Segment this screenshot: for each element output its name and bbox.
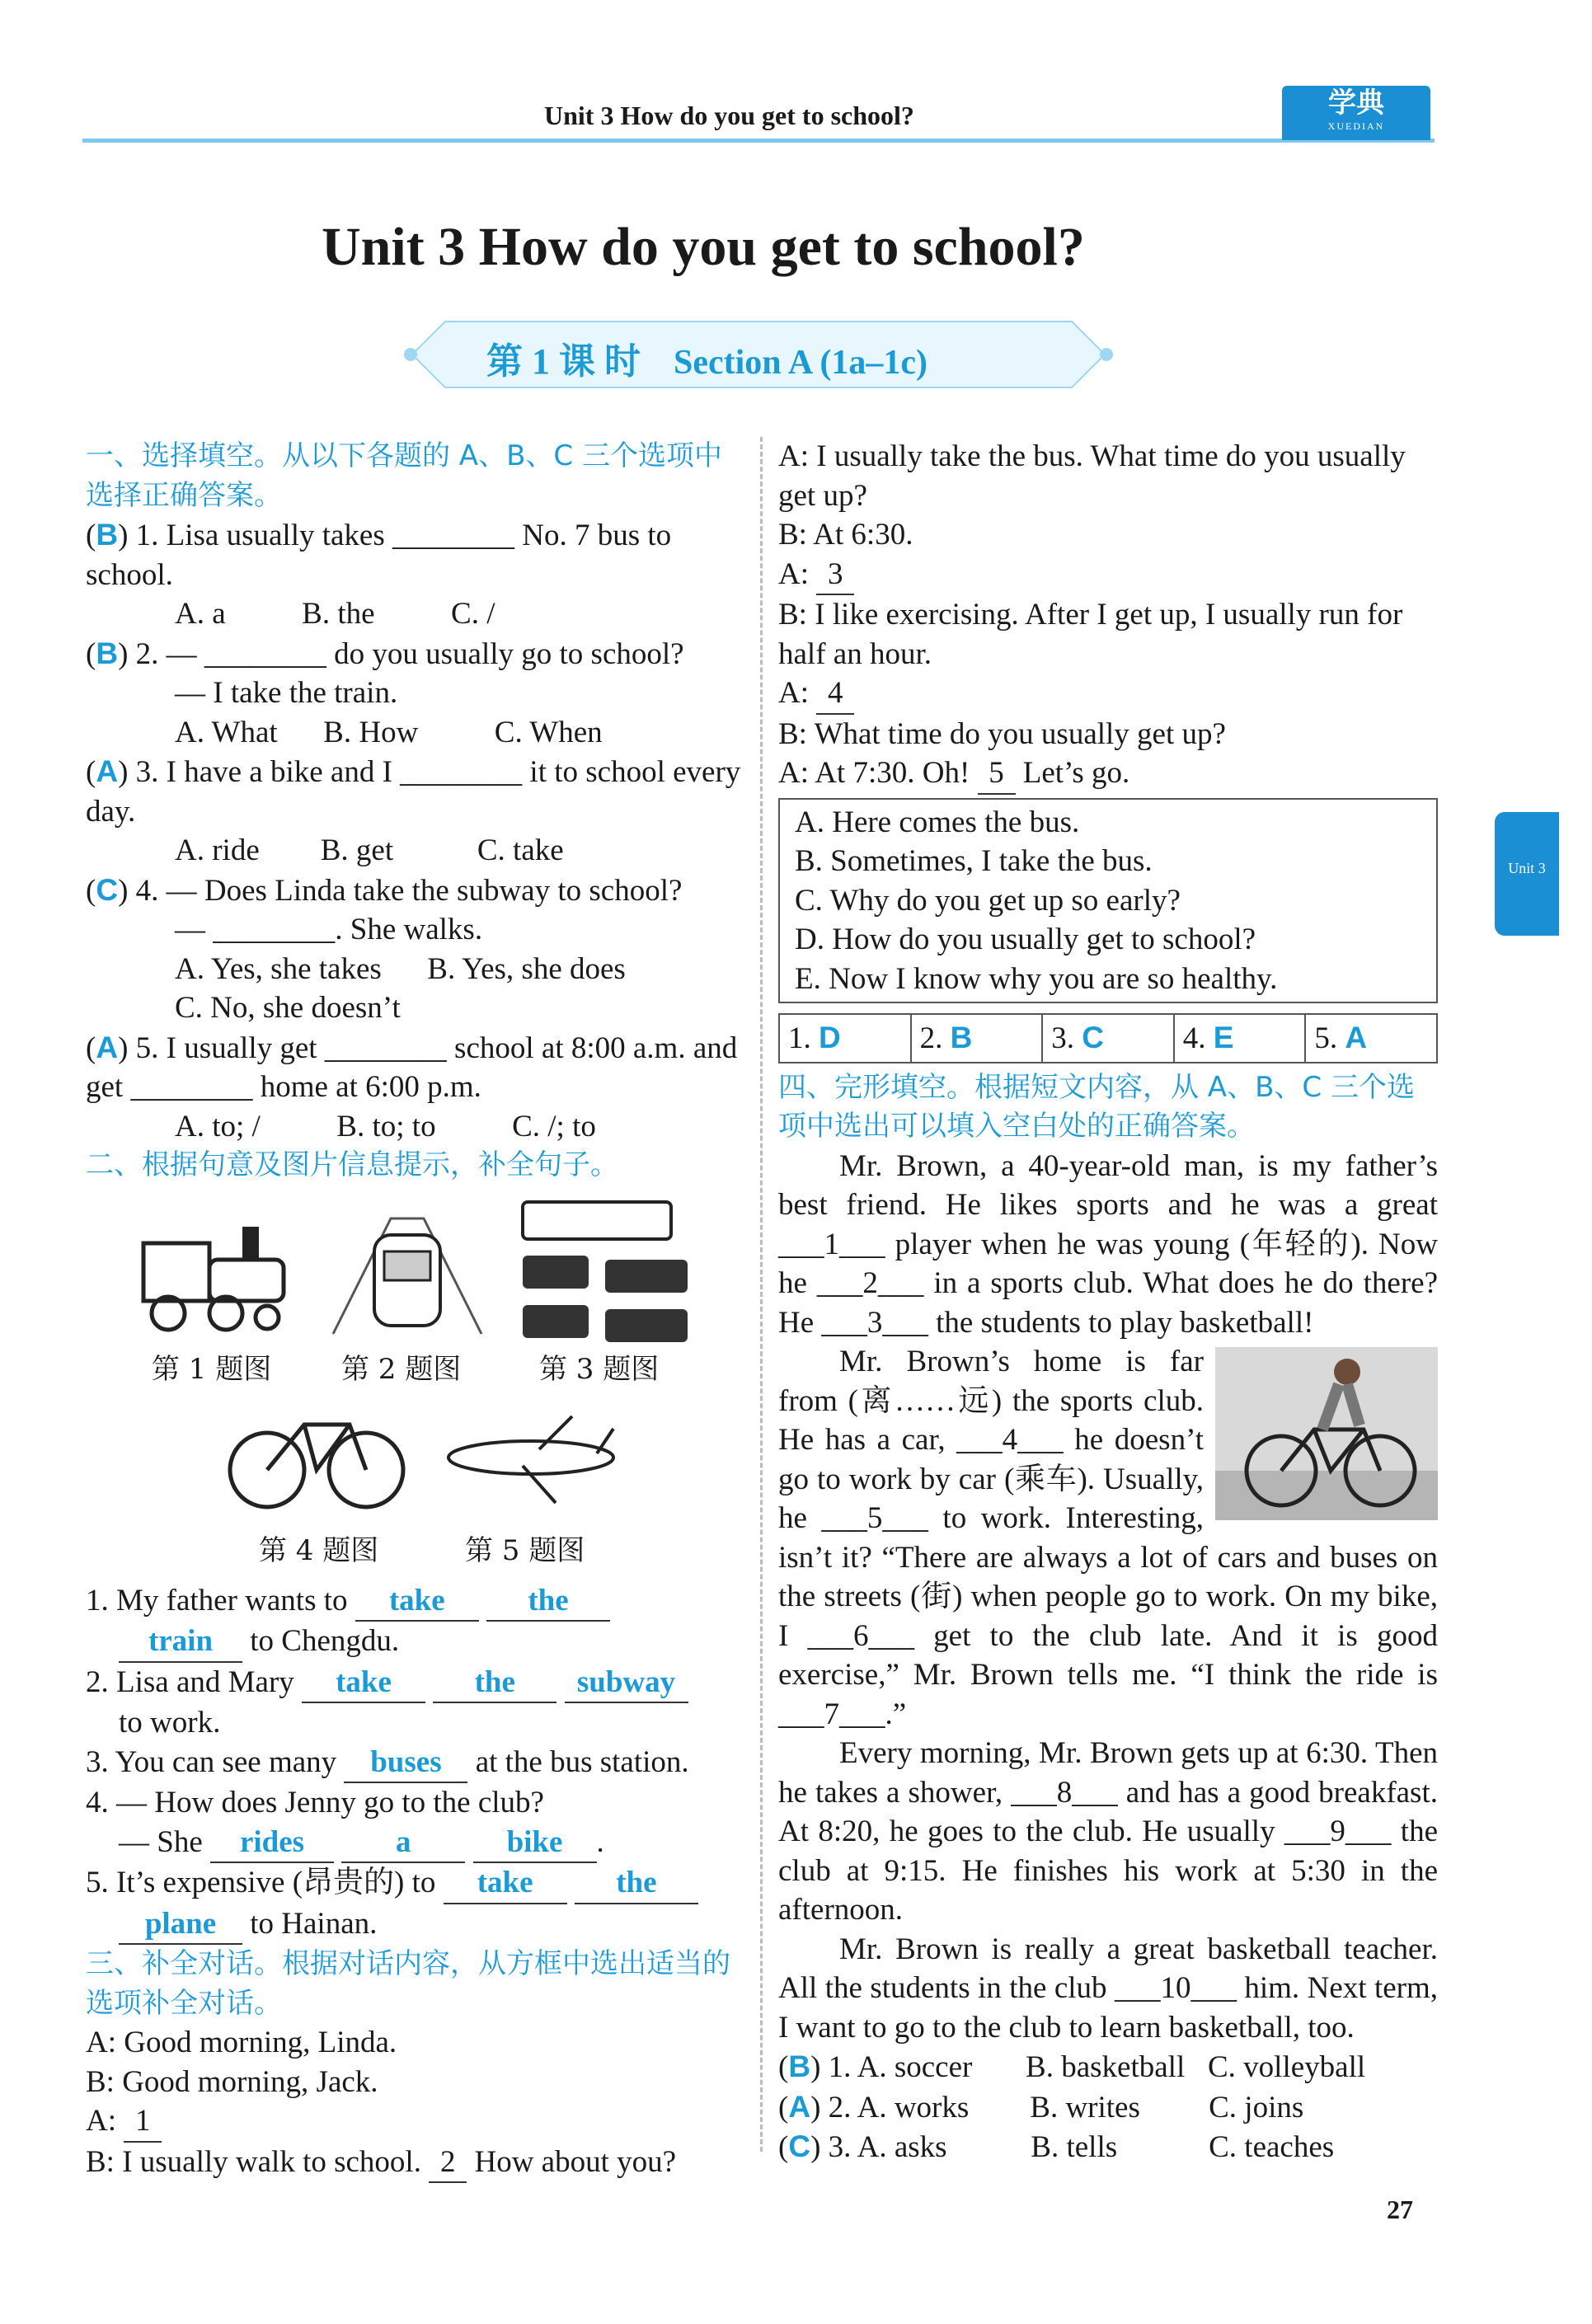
answer-blank: take: [302, 1663, 425, 1704]
question-text: 2. A. works B. writes C. joins: [828, 2090, 1304, 2124]
sentence-text: to work.: [119, 1706, 221, 1739]
sentence-text: 5. It’s expensive (昂贵的) to: [86, 1866, 436, 1899]
answer-blank: the: [575, 1863, 698, 1904]
answer: D: [819, 1021, 841, 1054]
blank-number: 5: [978, 754, 1016, 795]
cloze-question-1: (B) 1. A. soccer B. basketball C. volleyball: [778, 2049, 1366, 2084]
answer: A: [96, 1030, 119, 1064]
options: A. What B. How C. When: [175, 715, 603, 749]
options: A. a B. the C. /: [175, 597, 495, 631]
buses-icon: [514, 1194, 696, 1350]
question-text: 3. A. asks B. tells C. teaches: [828, 2130, 1335, 2164]
answer-blank: buses: [344, 1743, 467, 1784]
dialogue-line: [86, 2143, 745, 2184]
answer-blank: take: [444, 1863, 567, 1904]
sentence-4: [86, 1783, 745, 1863]
caption-5: 第 5 题图: [465, 1533, 585, 1567]
dialogue-line: [86, 2101, 745, 2143]
option-item: A. Here comes the bus.: [795, 805, 1080, 839]
answer-number: 5.: [1314, 1021, 1338, 1055]
answer: A: [788, 2089, 811, 2124]
question-3: (A) 3. I have a bike and I ________ it to school every day. A. ride B. get C. take: [86, 752, 745, 871]
sentence-3: [86, 1743, 745, 1784]
question-text: 5. I usually get ________ school at 8:00 a.m. and get ________ home at 6:00 p.m.: [86, 1031, 738, 1104]
option-item: E. Now I know why you are so healthy.: [795, 961, 1278, 996]
plane-icon: [440, 1408, 622, 1507]
sentence-1: [86, 1581, 745, 1663]
logo-en: XUEDIAN: [1327, 120, 1385, 132]
question-text: 3. I have a bike and I ________ it to school every day.: [86, 755, 741, 829]
answer-blank: the: [486, 1581, 610, 1622]
options: A. Yes, she takes B. Yes, she does: [175, 951, 626, 986]
dialogue-text: How about you?: [474, 2144, 677, 2179]
sentence-text: to Chengdu.: [250, 1624, 400, 1658]
logo-cn: 学典: [1328, 87, 1384, 120]
answer-grid: [778, 1013, 1438, 1063]
answer-cell: [1043, 1015, 1175, 1062]
answer-blank: rides: [210, 1823, 334, 1864]
speaker: A:: [778, 676, 809, 710]
dialogue-line: B: Good morning, Jack.: [86, 2064, 378, 2099]
sentence-text: to Hainan.: [250, 1906, 378, 1941]
header-rule: [82, 139, 1435, 143]
blank-number: 4: [816, 674, 854, 715]
answer: E: [1213, 1021, 1234, 1054]
lesson-label: 第 1 课 时: [486, 341, 641, 382]
answer: B: [950, 1021, 973, 1054]
train-icon: [127, 1194, 300, 1342]
answer-cell: [912, 1015, 1044, 1062]
answer-cell: [780, 1015, 912, 1062]
cyclist-photo: [1215, 1347, 1438, 1520]
part4-heading: 四、完形填空。根据短文内容，从 A、B、C 三个选项中选出可以填入空白处的正确答案。: [778, 1070, 1415, 1143]
dialogue-line: A: I usually take the bus. What time do you usually get up?: [778, 439, 1406, 513]
answer: C: [1082, 1021, 1104, 1054]
answer-blank: plane: [119, 1904, 242, 1946]
section-label: Section A (1a–1c): [674, 344, 927, 382]
sentence-text: 1. My father wants to: [86, 1583, 348, 1617]
answer: A: [1345, 1021, 1368, 1054]
page-title: Unit 3 How do you get to school?: [322, 217, 1085, 277]
dialogue-line: B: I like exercising. After I get up, I usually run for half an hour.: [778, 598, 1403, 671]
answer-cell: [1175, 1015, 1307, 1062]
sentence-text: .: [596, 1824, 604, 1859]
page-number: 27: [1387, 2195, 1413, 2224]
speaker: A:: [86, 2104, 116, 2138]
dialogue-line: [778, 754, 1438, 795]
dialogue-line: A: Good morning, Linda.: [86, 2026, 397, 2059]
dialogue-text: A: At 7:30. Oh!: [778, 756, 970, 790]
options: A. to; / B. to; to C. /; to: [175, 1109, 596, 1143]
answer: B: [96, 636, 119, 670]
bicycle-icon: [226, 1392, 407, 1515]
passage-paragraph: Mr. Brown’s home is far from (离……远) the sports club. He has a car, ___4___ he doesn’t go to work by car (乘车). Usually, he ___5___ to work. Interesting, isn’t it? “There are always a lot of cars and buses on the streets (街) when people go to work. On my bike, I ___6___ get to the club late. And it is good exercise,” Mr. Brown tells me. “I think the ride is ___7___.”: [778, 1345, 1438, 1731]
question-text: 1. Lisa usually takes ________ No. 7 bus to school.: [86, 519, 672, 592]
option-item: B. Sometimes, I take the bus.: [795, 844, 1153, 878]
answer-cell: [1306, 1015, 1436, 1062]
answer: B: [788, 2049, 811, 2083]
options: C. No, she doesn’t: [175, 991, 401, 1025]
dialogue-line: B: At 6:30.: [778, 518, 913, 552]
answer-number: 2.: [919, 1021, 943, 1055]
option-item: C. Why do you get up so early?: [795, 883, 1181, 918]
answer-blank: take: [355, 1581, 479, 1622]
running-header: Unit 3 How do you get to school?: [544, 101, 914, 130]
caption-2: 第 2 题图: [341, 1352, 462, 1386]
part2-heading: 二、根据句意及图片信息提示，补全句子。: [86, 1148, 618, 1181]
sentence-5: [86, 1863, 745, 1945]
part1-heading: 一、选择填空。从以下各题的 A、B、C 三个选项中选择正确答案。: [86, 439, 722, 512]
question-5: (A) 5. I usually get ________ school at 8:00 a.m. and get ________ home at 6:00 p.m. A. to; / B. to; to C. /; to: [86, 1028, 745, 1147]
dialogue-text: Let’s go.: [1022, 756, 1130, 790]
question-4: (C) 4. — Does Linda take the subway to school? — ________. She walks. A. Yes, she takes B. Yes, she does C. No, she doesn’t: [86, 871, 745, 1028]
blank-number: 2: [429, 2143, 467, 2184]
speaker: A:: [778, 556, 809, 591]
question-sub: — I take the train.: [175, 676, 398, 710]
question-text: 4. — Does Linda take the subway to school?: [135, 873, 683, 908]
publisher-logo: [1282, 86, 1430, 140]
answer: A: [96, 754, 119, 788]
answer: C: [788, 2129, 811, 2163]
lesson-heading: [486, 331, 927, 384]
cloze-question-3: (C) 3. A. asks B. tells C. teaches: [778, 2129, 1335, 2164]
question-text: 1. A. soccer B. basketball C. volleyball: [828, 2050, 1366, 2084]
cloze-question-2: (A) 2. A. works B. writes C. joins: [778, 2089, 1304, 2124]
answer-blank: a: [341, 1823, 465, 1864]
question-2: (B) 2. — ________ do you usually go to school? — I take the train. A. What B. How C. When: [86, 634, 745, 753]
part3-heading: 三、补全对话。根据对话内容，从方框中选出适当的选项补全对话。: [86, 1947, 730, 2020]
dialogue-line: B: What time do you usually get up?: [778, 716, 1226, 751]
answer-blank: train: [119, 1622, 242, 1663]
answer-blank: the: [433, 1663, 556, 1704]
side-tab-label: Unit 3: [1508, 860, 1546, 876]
sentence-text: 2. Lisa and Mary: [86, 1664, 294, 1699]
sentence-text: at the bus station.: [475, 1744, 689, 1779]
picture-row-1: [86, 1185, 745, 1392]
answer-number: 4.: [1182, 1021, 1206, 1055]
answer-number: 3.: [1051, 1021, 1074, 1055]
passage-paragraph: Every morning, Mr. Brown gets up at 6:30. Then he takes a shower, ___8___ and has a good breakfast. At 8:20, he goes to the club. He usually ___9___ the club at 9:15. He finishes his work at 5:30 in the afternoon.: [778, 1736, 1438, 1927]
answer-number: 1.: [788, 1021, 811, 1055]
left-column: [86, 437, 745, 2183]
blank-number: 3: [816, 555, 854, 596]
sentence-2: [86, 1663, 745, 1743]
dialogue-line: [778, 555, 1438, 596]
caption-1: 第 1 题图: [152, 1352, 272, 1386]
dialogue-line: [778, 674, 1438, 715]
answer-blank: subway: [565, 1663, 688, 1704]
subway-icon: [325, 1202, 490, 1342]
passage-paragraph: Mr. Brown is really a great basketball teacher. All the students in the club ___10___ him. Next term, I want to go to the club to learn basketball, too.: [778, 1932, 1438, 2045]
picture-row-2: [86, 1392, 745, 1581]
sentence-text: — She: [119, 1824, 203, 1859]
caption-3: 第 3 题图: [539, 1352, 660, 1386]
blank-number: 1: [124, 2101, 162, 2143]
answer: B: [96, 518, 119, 552]
passage-paragraph: Mr. Brown, a 40-year-old man, is my father’s best friend. He likes sports and he was a great ___1___ player when he was young (年轻的). Now he ___2___ in a sports club. What does he do there? He ___3___ the students to play basketball!: [778, 1148, 1438, 1340]
options: A. ride B. get C. take: [175, 833, 564, 867]
right-column: [778, 437, 1438, 2167]
answer: C: [96, 872, 119, 907]
question-1: (B) 1. Lisa usually takes ________ No. 7 bus to school. A. a B. the C. /: [86, 515, 745, 634]
answer-blank: bike: [473, 1823, 597, 1864]
sentence-text: 4. — How does Jenny go to the club?: [86, 1786, 544, 1819]
option-item: D. How do you usually get to school?: [795, 923, 1256, 956]
column-divider: [760, 437, 763, 2152]
options-box: [778, 798, 1438, 1004]
dialogue-text: B: I usually walk to school.: [86, 2144, 421, 2179]
unit-side-tab: [1495, 812, 1559, 936]
question-text: 2. — ________ do you usually go to school?: [135, 636, 684, 671]
sentence-text: 3. You can see many: [86, 1744, 337, 1779]
question-sub: — ________. She walks.: [175, 913, 483, 946]
caption-4: 第 4 题图: [259, 1533, 379, 1567]
